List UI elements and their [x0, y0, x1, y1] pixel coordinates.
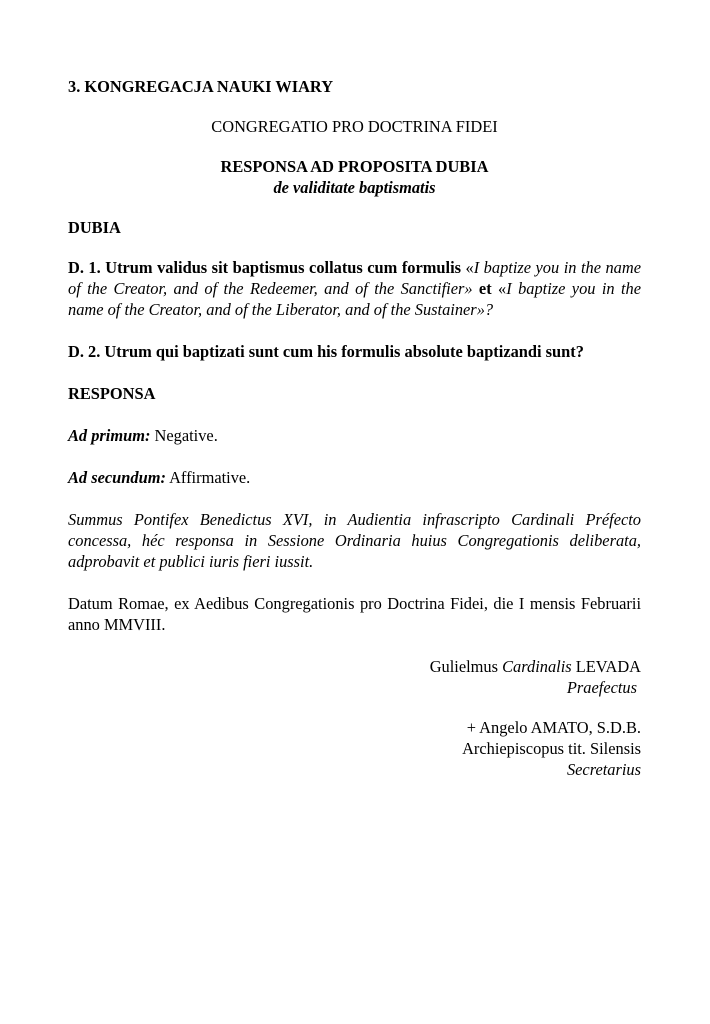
- document-title-block: [68, 156, 641, 198]
- prefect-surname: LEVADA: [571, 657, 641, 676]
- prefect-signature: [68, 656, 641, 698]
- dubium-1-close-quote-1: »: [464, 279, 473, 298]
- dubium-1: [68, 257, 641, 320]
- dubium-1-open-quote-1: «: [461, 258, 474, 277]
- secretary-signature: [68, 717, 641, 780]
- document-subtitle: de validitate baptismatis: [273, 178, 436, 197]
- datum-line: Datum Romae, ex Aedibus Congregationis pro Doctrina Fidei, die I mensis Februarii anno MMVIII.: [68, 594, 641, 634]
- secretary-title: Archiepiscopus tit. Silensis: [462, 739, 641, 758]
- document-page: [68, 76, 641, 799]
- document-title: RESPONSA AD PROPOSITA DUBIA: [220, 157, 489, 176]
- prefect-office: Praefectus: [566, 678, 637, 697]
- dubium-1-lead: D. 1. Utrum validus sit baptismus collatus cum formulis: [68, 258, 462, 277]
- dubium-1-formula-1: I baptize you in the name of the Creator, and of the Redeemer, and of the Sanctifier: [68, 258, 641, 298]
- responsa-heading: RESPONSA: [68, 384, 156, 403]
- responsum-primum: [68, 425, 641, 446]
- dubium-1-open-quote-2: «: [498, 279, 507, 298]
- prefect-first-name: Gulielmus: [429, 657, 503, 676]
- prefect-rank: Cardinalis: [502, 657, 572, 676]
- dubia-heading: DUBIA: [68, 218, 121, 237]
- dubium-2: D. 2. Utrum qui baptizati sunt cum his formulis absolute baptizandi sunt?: [68, 342, 584, 361]
- papal-approval: Summus Pontifex Benedictus XVI, in Audientia infrascripto Cardinali Préfecto concessa, héc responsa in Sessione Ordinaria huius Congregationis deliberata, adprobavit et publici iuris fieri iussit.: [68, 510, 641, 571]
- dubium-1-conjunction: et: [472, 279, 499, 298]
- section-title: 3. KONGREGACJA NAUKI WIARY: [68, 77, 334, 96]
- secretary-name: + Angelo AMATO, S.D.B.: [466, 718, 641, 737]
- secretary-office: Secretarius: [566, 760, 641, 779]
- ad-primum-label: Ad primum:: [68, 426, 151, 445]
- congregation-name: CONGREGATIO PRO DOCTRINA FIDEI: [211, 117, 498, 136]
- ad-primum-value: Negative.: [150, 426, 218, 445]
- responsum-secundum: [68, 467, 641, 488]
- ad-secundum-label: Ad secundum:: [68, 468, 166, 487]
- dubium-1-formula-2: I baptize you in the name of the Creator, and of the Liberator, and of the Sustainer»?: [68, 279, 641, 319]
- ad-secundum-value: Affirmative.: [165, 468, 251, 487]
- prefect-name: [68, 656, 641, 677]
